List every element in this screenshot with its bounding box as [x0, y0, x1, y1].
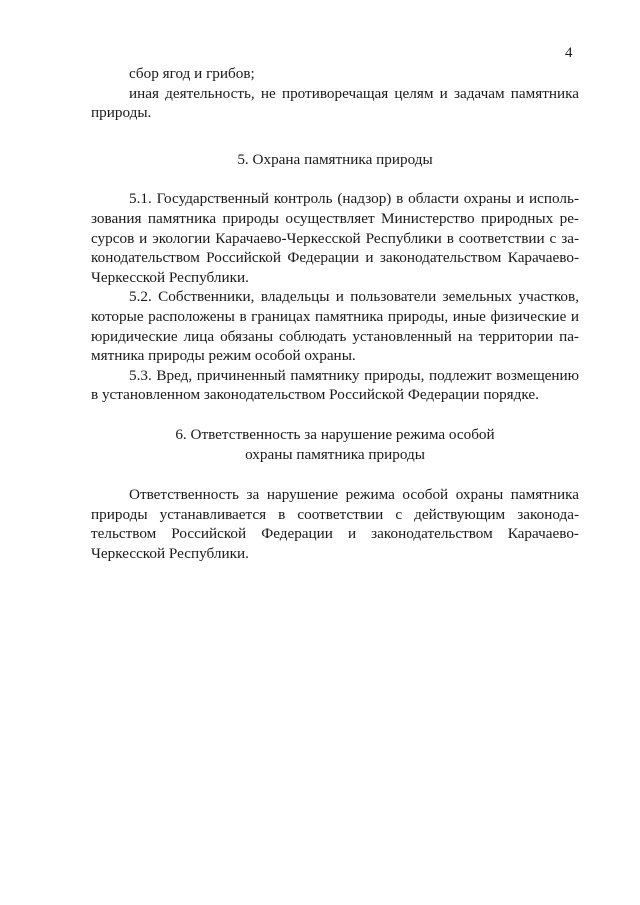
list-item-continuation: природы. [91, 104, 152, 122]
heading-line: 5. Охрана памятника природы [237, 150, 433, 168]
paragraph-line: Черкесской Республики. [91, 268, 249, 286]
page-number: 4 [565, 45, 573, 61]
paragraph-line: сурсов и экологии Карачаево-Черкесской Республики в соответствии с за- [91, 229, 579, 247]
section-6-heading [91, 425, 579, 464]
paragraph-6 [91, 485, 579, 563]
paragraph-5-1 [91, 189, 579, 287]
paragraph-line: которые расположены в границах памятника природы, иные физические и [91, 307, 579, 325]
paragraph-line: Черкесской Республики. [91, 544, 249, 562]
intro-list [91, 64, 579, 123]
paragraph-line: 5.3. Вред, причиненный памятнику природы, подлежит возмещению [129, 366, 579, 384]
paragraph-line: тельством Российской Федерации и законодательством Карачаево- [91, 525, 579, 543]
list-item: сбор ягод и грибов; [129, 65, 255, 82]
document-body [91, 64, 579, 563]
paragraph-line: в установленном законодательством Российской Федерации порядке. [91, 386, 539, 404]
paragraph-line: 5.2. Собственники, владельцы и пользователи земельных участков, [129, 288, 579, 306]
heading-line: 6. Ответственность за нарушение режима особой [175, 425, 495, 443]
section-5-heading [91, 150, 579, 170]
paragraph-line: конодательством Российской Федерации и законодательством Карачаево- [91, 249, 579, 267]
paragraph-line: мятника природы режим особой охраны. [91, 347, 356, 365]
paragraph-line: Ответственность за нарушение режима особой охраны памятника [129, 486, 579, 504]
paragraph-5-3 [91, 366, 579, 405]
paragraph-line: зования памятника природы осуществляет Министерство природных ре- [91, 209, 579, 227]
list-item: иная деятельность, не противоречащая целям и задачам памятника [129, 84, 579, 102]
paragraph-line: природы устанавливается в соответствии с действующим законода- [91, 505, 579, 523]
paragraph-line: юридические лица обязаны соблюдать установленный на территории па- [91, 327, 579, 345]
paragraph-line: 5.1. Государственный контроль (надзор) в области охраны и исполь- [129, 190, 579, 208]
paragraph-5-2 [91, 287, 579, 365]
heading-line: охраны памятника природы [245, 445, 425, 463]
